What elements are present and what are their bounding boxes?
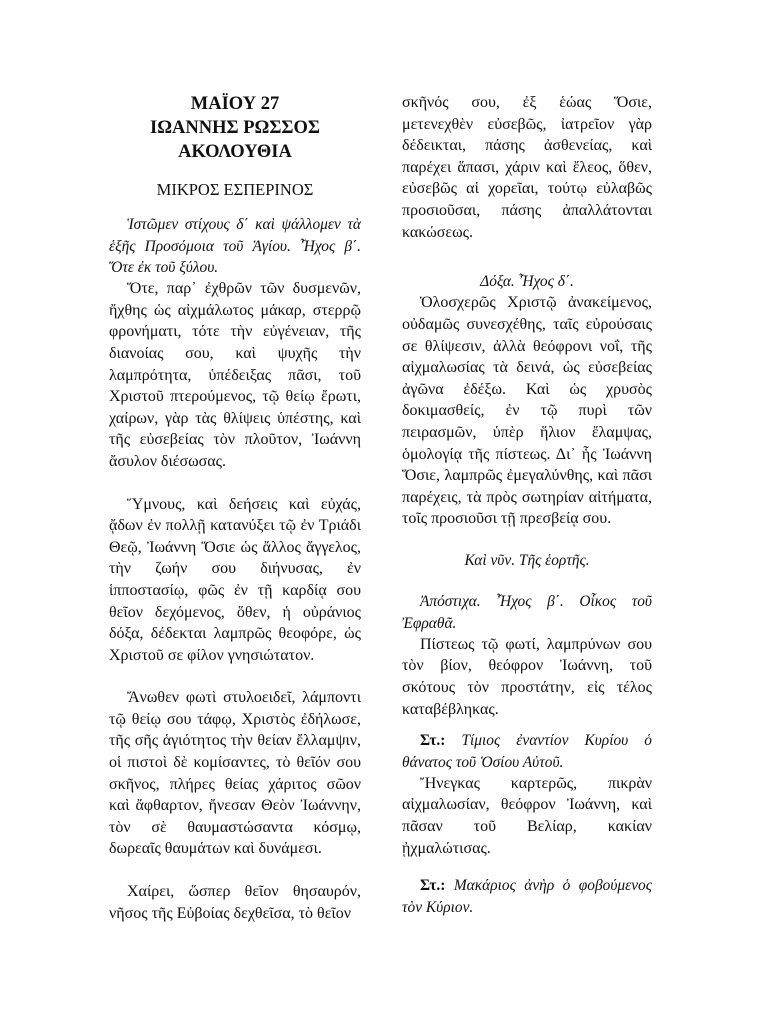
right-column	[402, 92, 652, 918]
left-column	[109, 92, 361, 924]
hymn-paragraph-continued: σκῆνός σου, ἐξ ἑώας Ὅσιε, μετενεχθὲν εὐσεβῶς, ἰατρεῖον γὰρ δέδεικται, πάσης ἀσθενείας, καὶ παρέχει ἅπασι, χάριν καὶ ἔλεος, ὅθεν, εὐσεβῶς αἱ χορεῖαι, τούτῳ εὐλαβῶς προσιοῦσαι, πάσης ἀπαλλάτονται κακώσεως.	[402, 94, 652, 241]
hymn-paragraph: Ὅτε, παρ᾽ ἐχθρῶν τῶν δυσμενῶν, ἤχθης ὡς αἰχμάλωτος μάκαρ, στερρῷ φρονήματι, τότε τὴν εὐγένειαν, τῆς διανοίας σου, καὶ ψυχῆς τὴν λαμπρότητα, ὑπέδειξας πᾶσι, τοῦ Χριστοῦ πτερούμενος, τῷ θείῳ ἔρωτι, χαίρων, γὰρ τὰς θλίψεις ὑπέστης, καὶ τῆς εὐσεβείας τὸν πλοῦτον, Ἰωάννη ἄσυλον διέσωσας.	[109, 280, 361, 470]
verse-line	[402, 730, 652, 773]
verse-line	[402, 875, 652, 918]
hymn-paragraph: Ἄνωθεν φωτὶ στυλοειδεῖ, λάμποντι τῷ θείῳ σου τάφῳ, Χριστὸς ἐδήλωσε, τῆς σῆς ἁγιότητος τὴν θείαν ἔλλαμψιν, οἱ πιστοὶ δὲ κομίσαντες, τὸ θεῖόν σου σκῆνος, πλήρες θείας χάριτος σῶον καὶ ἄφθαρτον, ἤνεσαν Θεὸν Ἰωάννην, τὸν σὲ θαυμαστώσαντα κόσμῳ, δωρεαῖς θαυμάτων καὶ δυνάμεσι.	[109, 689, 361, 858]
rubric-aposticha: Ἀπόστιχα. Ἦχος β΄. Οἶκος τοῦ Ἐφραθᾶ.	[402, 593, 652, 632]
hymn-paragraph: Πίστεως τῷ φωτί, λαμπρύνων σου τὸν βίον, θεόφρον Ἰωάννη, τοῦ σκότους τὸν προστάτην, εἰς τέλος καταβέβληκας.	[402, 635, 652, 718]
title-service: ΑΚΟΛΟΥΘΙΑ	[178, 142, 292, 162]
hymn-paragraph: Ὁλοσχερῶς Χριστῷ ἀνακείμενος, οὐδαμῶς συνεσχέθης, ταῖς εὐρούσαις σε θλίψεσιν, ἀλλὰ θεόφρονι νοΐ, τῆς αἰχμαλωσίας τὰ δεινά, ὡς εὐσεβείας ἀγῶνα ἐδέξω. Καὶ ὡς χρυσὸς δοκιμασθείς, ἐν τῷ πυρὶ τῶν πειρασμῶν, ὑπὲρ ἥλιον ἔλαμψας, ὁμολογίᾳ τῆς πίστεως. Δι᾽ ἧς Ἰωάννη Ὅσιε, λαμπρῶς ἐμεγαλύνθης, καὶ πᾶσι παρέχεις, τὰ πρὸς σωτηρίαν αἰτήματα, τοῖς προσιοῦσι τῇ πρεσβείᾳ σου.	[402, 294, 652, 528]
section-heading: ΜΙΚΡΟΣ ΕΣΠΕΡΙΝΟΣ	[156, 180, 314, 199]
hymn-paragraph: Χαίρει, ὥσπερ θεῖον θησαυρόν, νῆσος τῆς Εὐβοίας δεχθεῖσα, τὸ θεῖον	[109, 883, 361, 922]
verse-label: Στ.:	[420, 732, 446, 750]
verse-text: Τίμιος ἐναντίον Κυρίου ὁ θάνατος τοῦ Ὁσίου Αὐτοῦ.	[402, 732, 652, 771]
title-date: ΜΑΪΟΥ 27	[190, 94, 280, 114]
hymn-paragraph: Ἤνεγκας καρτερῶς, πικρὰν αἰχμαλωσίαν, θεόφρον Ἰωάννη, καὶ πᾶσαν τοῦ Βελίαρ, κακίαν ᾐχμαλώτισας.	[402, 774, 652, 857]
title-saint: ΙΩΑΝΝΗΣ ΡΩΣΣΟΣ	[150, 118, 320, 138]
hymn-paragraph: Ὕμνους, καὶ δεήσεις καὶ εὐχάς, ᾄδων ἐν πολλῇ κατανύξει τῷ ἐν Τριάδι Θεῷ, Ἰωάννη Ὅσιε ὡς ἄλλος ἄγγελος, τὴν ζωήν σου διήνυσας, ἐν ἱπποστασίῳ, φῶς ἐν τῇ καρδίᾳ σου θεῖον δεχόμενος, ὅθεν, ἡ οὐράνιος δόξα, δέδεκται λαμπρῶς θεοφόρε, ὡς Χριστοῦ σε φίλον γνησιώτατον.	[109, 495, 361, 664]
rubric-doxa: Δόξα. Ἦχος δ΄.	[480, 273, 574, 291]
verse-text: Μακάριος ἀνὴρ ὁ φοβούμενος τὸν Κύριον.	[402, 877, 652, 916]
page-title	[109, 92, 361, 164]
rubric-stichoi: Ἱστῶμεν στίχους δ΄ καὶ ψάλλομεν τὰ ἑξῆς Προσόμοια τοῦ Ἁγίου. Ἦχος β΄. Ὅτε ἐκ τοῦ ξύλου.	[109, 216, 361, 276]
verse-label: Στ.:	[420, 877, 446, 895]
rubric-kai-nyn: Καὶ νῦν. Τῆς ἑορτῆς.	[464, 551, 590, 569]
